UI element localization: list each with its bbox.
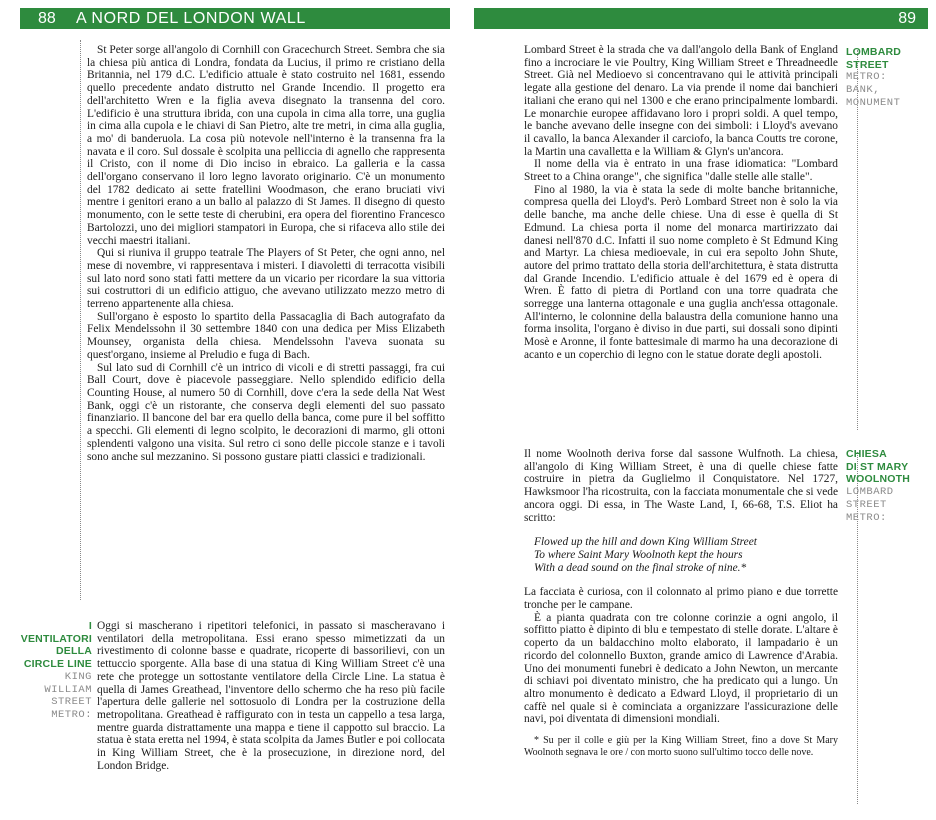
paragraph: Oggi si mascherano i ripetitori telefonici, in passato si mascheravano i ventilatori della metropolitana. Essi erano spesso mimetizzati da un rivestimento di colonne basse e quadrate, ricoperte di bassorilievi, con un tettuccio sporgente. Alla base di una statua di King William Street c'è una rete che protegge un sottostante ventilatore della Circle Line. La statua è quella di James Greathead, l'inventore dello schermo che ha reso più facile l'apertura delle gallerie nel sottosuolo di Londra per la costruzione della metropolitana. Greathead è raffigurato con in testa un cappello a tesa larga, mentre guarda distrattamente una mappa e tiene il cappotto sul braccio. La statua è stata eretta nel 1994, è stata scolpita da James Butler e poi collocata in King William Street, che è la prosecuzione, in direzione nord, del London Bridge. <box>97 620 445 772</box>
sidebar-meta-line: WILLIAM <box>44 683 92 696</box>
sidebar-meta-line: KING <box>64 670 92 683</box>
left-section-ventilatori <box>97 620 445 772</box>
sidebar-meta-line: BANK, <box>846 84 881 97</box>
paragraph: È a pianta quadrata con tre colonne corinzie a ogni angolo, il soffitto piatto è dipinto di blu e tempestato di stelle dorate. L'altare è coperto da un baldacchino molto elaborato, il lampadario è un ricordo del colonnello Buxton, grande amico di Lawrence d'Arabia. Uno dei monumenti funebri è dedicato a John Newton, un mercante di schiavi poi diventato ministro, che ha predicato qui a lungo. Un altro monumento è dedicato a Edward Lloyd, il proprietario di un caffè nel quale si è cominciata a organizzare l'assicurazione delle navi, poi diventata di dimensioni mondiali. <box>524 611 838 726</box>
footnote <box>524 735 838 759</box>
paragraph: Sull'organo è esposto lo spartito della Passacaglia di Bach autografato da Felix Mendelssohn il 30 settembre 1840 con una dedica per Miss Elizabeth Mounsey, organista della chiesa. Mendelssohn l'aveva suonata su quest'organo, insieme al Preludio e fuga di Bach. <box>87 310 445 361</box>
right-section-st-mary-woolnoth <box>524 448 838 759</box>
sidebar-title-line: STREET <box>846 58 889 71</box>
sidebar-title-line: DI ST MARY <box>846 460 909 473</box>
paragraph: Fino al 1980, la via è stata la sede di molte banche britanniche, compresa quella dei Lloyd's. Però Lombard Street non è solo la via delle banche, ma anche delle chiese. Una di esse è quella di St Edmund. La chiesa porta il nome del monarca martirizzato dai danesi nell'870 d.C. Infatti il suo nome completo è St Edmund King and Martyr. La chiesa medioevale, in cui era sepolto John Shute, autore del primo trattato della storia dell'architettura, è stata distrutta dal Grande Incendio. L'edificio attuale è del 1679 ed è opera di Wren. È fatto di pietra di Portland con una torre quadrata che sorregge una lanterna ottagonale e una guglia anch'essa ottagonale. All'interno, le colonnine della balaustra della comunione hanno una forma insolita, l'organo è diviso in due parti, sui dossali sono dipinti Mosè e Aronne, il fonte battesimale di marmo ha una decorazione di acanto e un coperchio di legno con le statue dorate degli apostoli. <box>524 183 838 361</box>
sidebar-title-line: LOMBARD <box>846 46 902 58</box>
paragraph: La facciata è curiosa, con il colonnato al primo piano e due torrette tronche per le campane. <box>524 586 838 612</box>
sidebar-title-line: I VENTILATORI <box>20 620 92 645</box>
sidebar-meta-line: STREET <box>51 696 92 709</box>
left-page-number: 88 <box>38 10 56 27</box>
sidebar-meta-line: METRO: <box>846 71 887 84</box>
sidebar-title-line: DELLA <box>56 645 92 658</box>
sidebar-title-line: WOOLNOTH <box>846 473 911 486</box>
footnote-text: * Su per il colle e giù per la King William Street, fino a dove St Mary Woolnoth segnava le ore / con morto suono sull'ultimo tocco delle nove. <box>524 735 838 759</box>
sidebar-meta-line: LOMBARD <box>846 486 894 499</box>
right-page-number: 89 <box>898 10 916 27</box>
sidebar-title-line: CHIESA <box>846 448 887 460</box>
sidebar-meta-line: STREET <box>846 498 887 511</box>
poem-line: Flowed up the hill and down King William Street <box>534 536 757 549</box>
sidebar-lombard-street <box>846 46 928 110</box>
poem-quote <box>534 536 838 574</box>
paragraph: Lombard Street è la strada che va dall'angolo della Bank of England fino a incrociare le vie Poultry, King William Street e Threadneedle Street. Già nel Medioevo si concentravano qui le attività principali legate alla gestione del denaro. La via prende il nome dai banchieri italiani che erano qui nel 1300 e che erano principalmente lombardi. Le monarchie europee affidavano loro i propri soldi. A quel tempo, le banche avevano delle insegne con dei simboli: i Lloyd's avevano il cavallo, la banca Alexander il carciofo, la banca Coutts tre corone, la Martin una cavalletta e la William & Glyn's un'ancora. <box>524 44 838 158</box>
right-page-header <box>474 8 928 29</box>
paragraph: Il nome Woolnoth deriva forse dal sassone Wulfnoth. La chiesa, all'angolo di King William Street, è una di quelle chiese fatte costruire in pietra da Guglielmo il Conquistatore. Nel 1727, Hawksmoor l'ha ricostruita, con la facciata monumentale che si vede ancora oggi. Di essa, in The Waste Land, I, 66-68, T.S. Eliot ha scritto: <box>524 448 838 524</box>
sidebar-st-mary-woolnoth <box>846 448 928 524</box>
sidebar-meta-line: METRO: <box>846 511 887 524</box>
paragraph: Sul lato sud di Cornhill c'è un intrico di vicoli e di stretti passaggi, fra cui Ball Court, dove è piacevole passeggiare. Nello splendido edificio della Counting House, al numero 50 di Cornhill, dove c'era la sede della Nat West Bank, oggi c'è un ristorante, che conserva degli elementi del suo passato finanziario. Il bancone del bar era quello della banca, come pure il bel soffitto a specchi. Gli elementi di legno scolpito, le decorazioni di marmo, gli ottoni splendenti valgono una visita. Sul retro ci sono delle piccole stanze e i tavoli sono anche sul mezzanino. Si possono gustare piatti classici e tradizionali. <box>87 361 445 463</box>
sidebar-title-line: CIRCLE LINE <box>23 658 92 671</box>
paragraph: Qui si riuniva il gruppo teatrale The Players of St Peter, che ogni anno, nel mese di novembre, vi rappresentava i misteri. I diavoletti di terracotta visibili sul lato nord sono stati fatti mettere da un vicario per ricordare la sua vittoria sui costruttori di un edificio attiguo, che avevano utilizzato mezzo metro di terreno appartenente alla chiesa. <box>87 247 445 311</box>
right-section-lombard-street <box>524 44 838 362</box>
sidebar-meta-line: METRO: <box>51 708 92 721</box>
left-section-st-peter <box>87 44 445 463</box>
sidebar-meta-line: MONUMENT <box>846 96 901 109</box>
sidebar-circle-line <box>18 620 92 722</box>
paragraph: St Peter sorge all'angolo di Cornhill con Gracechurch Street. Sembra che sia la chiesa più antica di Londra, fondata da Lucius, il primo re cristiano della Britannia, nel 179 d.C. L'edificio attuale è stato costruito nel 1681, essendo quello precedente andato distrutto nel Grande Incendio. Il progetto era dell'architetto Wren e la figlia aveva disegnato la transenna del coro. L'edificio è una struttura ibrida, con una cupola in cima alla torre, una guglia in cima alla cupola e le chiavi di San Pietro, alte tre metri, in cima alla guglia, a mo' di banderuola. La cosa più notevole nell'interno è la transenna fra la navata e il coro. Sul dossale è scolpita una pelliccia di agnello che rappresenta il Cristo, con il nome di Dio inciso in ebraico. La galleria e la cassa dell'organo conservano il loro legno lavorato originario. C'è un monumento del 1782 dedicato ai sette fratellini Woodmason, che erano bruciati vivi mentre i genitori erano a un ballo al palazzo di St James. Il disegno di questo monumento, con le sette teste di cherubini, era opera del fiorentino Francesco Bartolozzi, uno dei migliori stampatori in Europa, che si rifaceva allo stile dei vecchi maestri italiani. <box>87 44 445 247</box>
poem-line: To where Saint Mary Woolnoth kept the hours <box>534 548 743 561</box>
paragraph: Il nome della via è entrato in una frase idiomatica: "Lombard Street to a China orange", che significa "dalle stelle alle stalle". <box>524 158 838 184</box>
left-page-header <box>20 8 450 29</box>
chapter-title: A NORD DEL LONDON WALL <box>76 10 306 27</box>
poem-line: With a dead sound on the final stroke of nine.* <box>534 561 747 574</box>
left-column-rule <box>80 40 81 600</box>
